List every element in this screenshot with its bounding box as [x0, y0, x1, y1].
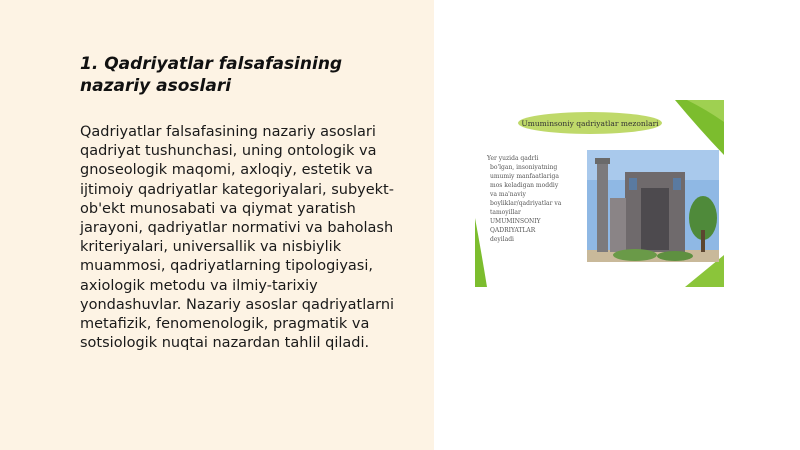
image-text-line: mos keladigan moddiy	[490, 182, 559, 189]
image-title-pill-text: Umuminsoniy qadriyatlar mezonlari	[521, 119, 659, 128]
image-text-line: deyiladi	[490, 236, 514, 243]
image-text-block	[486, 155, 562, 243]
image-text-line: umumiy manfaatlariga	[490, 173, 559, 180]
image-text-line: QADRIYATLAR	[490, 227, 536, 234]
slide-title: 1. Qadriyatlar falsafasining nazariy asoslari	[80, 54, 343, 96]
green-corner-bottom-left	[475, 218, 487, 287]
building-photo	[587, 150, 719, 262]
image-text-line: boyliklar/qadriyatlar va	[490, 200, 562, 207]
image-text-line: va ma'naviy	[490, 191, 526, 198]
slide-thumbnail-image	[475, 100, 724, 287]
image-text-line: bo'lgan, insoniyatning	[490, 164, 558, 171]
image-text-line: Yer yuzida qadrli	[487, 155, 539, 162]
image-text-line: tamoyillar	[490, 209, 521, 216]
image-text-line: UMUMINSONIY	[490, 218, 541, 225]
slide-body-text: Qadriyatlar falsafasining nazariy asoslari qadriyat tushunchasi, uning ontologik va gnoseologik maqomi, axloqiy, estetik va ijtimoiy qadriyatlar kategoriyalari, subyekt-ob'ekt munosabati va qiymat yaratish jarayoni, qadriyatlar normativi va baholash kriteriyalari, universallik va nisbiylik muammosi, qadriyatlarning tipologiyasi, axiologik metodu va ilmiy-tarixiy yondashuvlar. Nazariy asoslar qadriyatlarni metafizik, fenomenologik, pragmatik va sotsiologik nuqtai nazardan tahlil qiladi.	[80, 124, 395, 352]
